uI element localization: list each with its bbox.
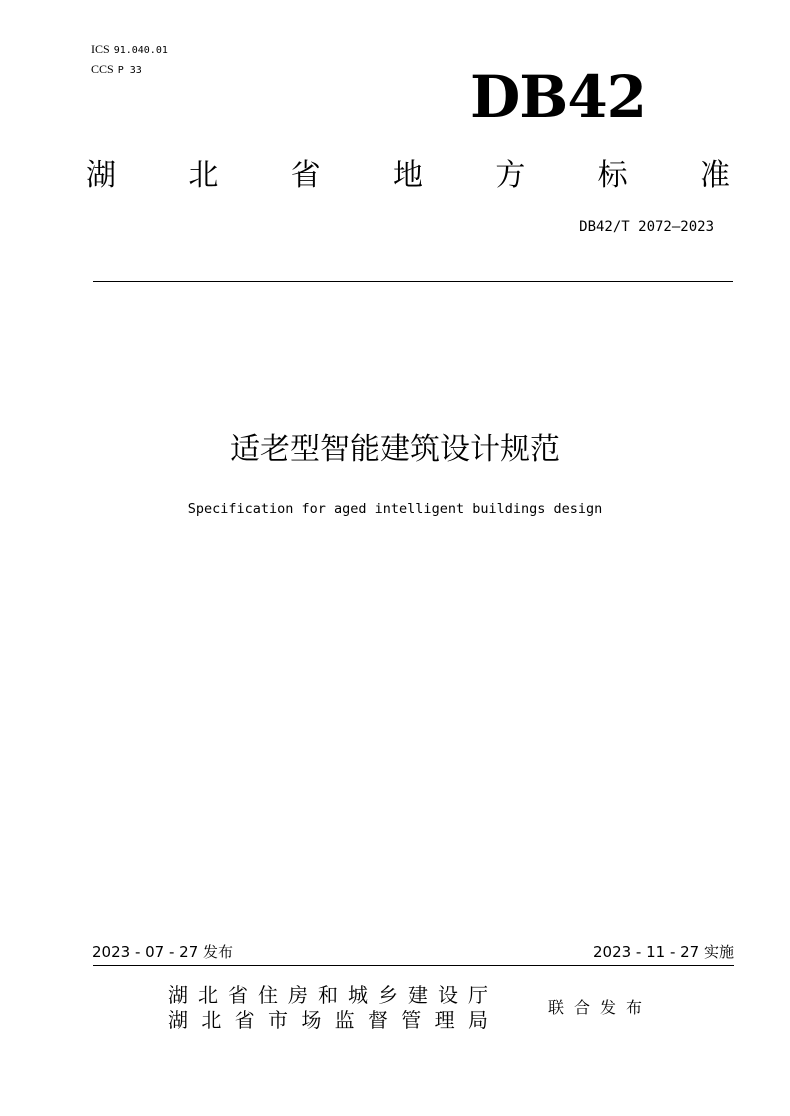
issue-date: 2023 - 07 - 27 发布 [92,943,234,961]
ccs-line [91,60,168,80]
document-title-chinese: 适老型智能建筑设计规范 [230,432,560,467]
ccs-code: P 33 [117,65,142,76]
publisher-char: 房 [288,983,308,1007]
publisher-char: 北 [201,1008,222,1032]
publisher-char: 厅 [468,983,488,1007]
ics-line [91,40,168,60]
publisher-char: 市 [267,1008,288,1032]
publisher-char: 省 [234,1008,255,1032]
publisher-housing-department [168,983,488,1008]
ccs-label: CCS [91,62,114,76]
publisher-char: 和 [318,983,338,1007]
implementation-date: 2023 - 11 - 27 实施 [592,943,734,961]
publisher-char: 场 [301,1008,322,1032]
document-title-english: Specification for aged intelligent buildings design [187,501,603,517]
publisher-char: 理 [434,1008,455,1032]
publisher-char: 管 [401,1008,422,1032]
publishing-authorities [168,983,488,1033]
standard-category-char: 湖 [86,158,116,193]
standard-category-char: 方 [495,158,526,193]
standard-category-char: 准 [699,158,730,193]
joint-issue-label: 联合发布 [548,998,653,1017]
publisher-char: 北 [198,983,218,1007]
publisher-char: 监 [334,1008,355,1032]
publisher-char: 湖 [168,983,188,1007]
publisher-char: 乡 [378,983,398,1007]
publisher-char: 建 [408,983,428,1007]
standard-category-char: 标 [597,158,628,193]
standard-category-char: 地 [392,158,423,193]
publisher-char: 城 [348,983,368,1007]
bottom-divider [93,965,734,966]
publisher-char: 住 [258,983,278,1007]
classification-codes [91,40,168,80]
publisher-market-regulation [168,1008,488,1033]
publisher-char: 设 [438,983,458,1007]
publisher-char: 湖 [168,1008,188,1032]
publisher-char: 局 [467,1008,488,1032]
top-divider [93,281,733,282]
standard-category-char: 省 [290,158,321,193]
publisher-char: 省 [228,983,248,1007]
standard-number: DB42/T 2072—2023 [579,219,714,235]
ics-label: ICS [91,42,110,56]
standard-category-char: 北 [188,158,219,193]
ics-code: 91.040.01 [113,45,168,56]
publisher-char: 督 [367,1008,388,1032]
standard-mark: DB42 [470,63,647,131]
standard-category [86,150,730,194]
